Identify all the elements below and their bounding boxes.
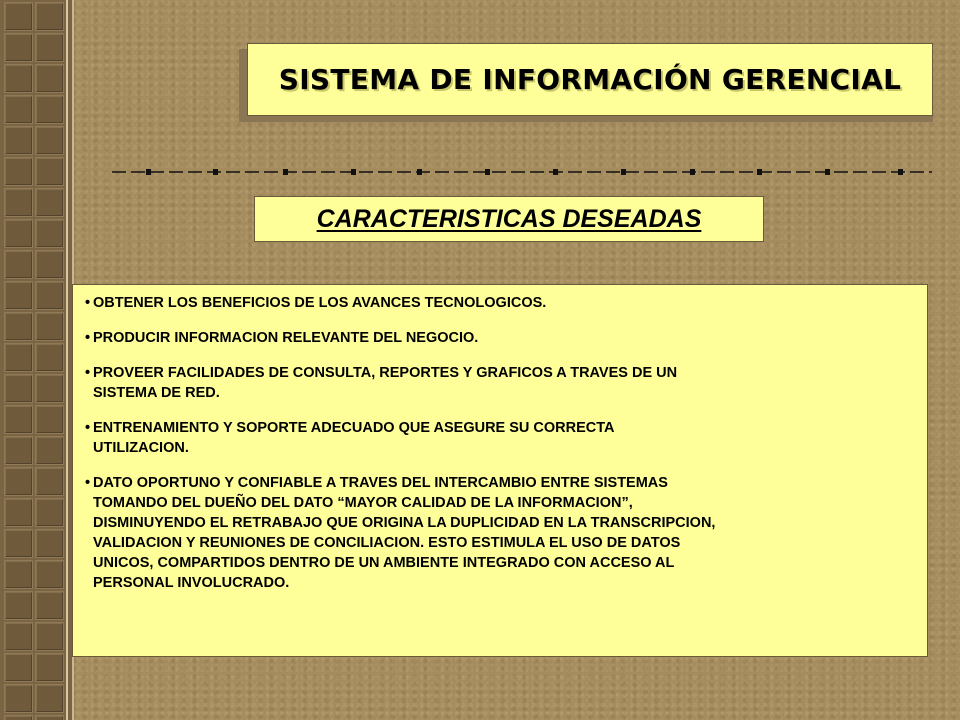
strip-tile [4,591,33,620]
divider-dot [213,169,218,175]
bullet-item [85,363,915,403]
strip-tile [35,467,64,496]
strip-tile [35,715,64,720]
divider-dot [825,169,830,175]
strip-tile [35,498,64,527]
bullet-line: SISTEMA DE RED. [93,385,220,401]
bullet-line: UNICOS, COMPARTIDOS DENTRO DE UN AMBIENTE INTEGRADO CON ACCESO AL [93,555,675,571]
bullet-line: DATO OPORTUNO Y CONFIABLE A TRAVES DEL INTERCAMBIO ENTRE SISTEMAS [93,475,668,491]
slide-title: SISTEMA DE INFORMACIÓN GERENCIAL [278,63,902,96]
strip-tile [4,529,33,558]
strip-tile [35,560,64,589]
strip-tile [4,374,33,403]
strip-tile [4,653,33,682]
divider-dot [485,169,490,175]
divider-dot [757,169,762,175]
strip-tile [35,95,64,124]
strip-tile [4,405,33,434]
strip-tile [4,126,33,155]
strip-tile [35,281,64,310]
strip-tile [4,560,33,589]
divider-dot [417,169,422,175]
bullet-line: PERSONAL INVOLUCRADO. [93,575,290,591]
strip-tile [35,312,64,341]
bullet-line: DISMINUYENDO EL RETRABAJO QUE ORIGINA LA DUPLICIDAD EN LA TRANSCRIPCION, [93,515,716,531]
strip-tile [4,250,33,279]
strip-tile [4,622,33,651]
strip-tile [35,405,64,434]
decorative-left-strip [0,0,74,720]
bullet-item [85,418,915,458]
bullet-line: TOMANDO DEL DUEÑO DEL DATO “MAYOR CALIDAD DE LA INFORMACION”, [93,495,633,511]
title-box [247,43,933,116]
strip-tile [35,219,64,248]
strip-tile [35,591,64,620]
strip-tile [4,343,33,372]
subtitle-box [254,196,764,242]
divider-dot [690,169,695,175]
strip-tile [4,281,33,310]
strip-tile [35,2,64,31]
bullet-line: UTILIZACION. [93,440,189,456]
bullet-line: VALIDACION Y REUNIONES DE CONCILIACION. ESTO ESTIMULA EL USO DE DATOS [93,535,681,551]
dash-dot-divider [112,167,932,177]
bullet-dot: • [85,475,91,491]
strip-tile [35,374,64,403]
strip-tile [35,126,64,155]
bullet-line: PRODUCIR INFORMACION RELEVANTE DEL NEGOCIO. [93,330,479,346]
bullet-dot: • [85,330,91,346]
strip-tile [4,436,33,465]
strip-tile [4,684,33,713]
strip-tile [35,684,64,713]
strip-tile [4,467,33,496]
slide-subtitle: CARACTERISTICAS DESEADAS [316,204,702,233]
strip-tile [35,343,64,372]
divider-dot [621,169,626,175]
content-box [72,284,928,657]
strip-tile [35,188,64,217]
strip-tile [35,436,64,465]
strip-tile [4,312,33,341]
strip-tile [35,653,64,682]
strip-tile [35,250,64,279]
strip-tile [4,498,33,527]
strip-tile [35,33,64,62]
divider-dot [146,169,151,175]
strip-tile [4,188,33,217]
strip-tile [4,157,33,186]
strip-tile [4,219,33,248]
bullet-item [85,293,915,313]
divider-dot [898,169,903,175]
bullet-dot: • [85,365,91,381]
strip-tile [4,33,33,62]
bullet-item [85,328,915,348]
strip-tile [35,157,64,186]
strip-tile [4,715,33,720]
bullet-line: PROVEER FACILIDADES DE CONSULTA, REPORTES Y GRAFICOS A TRAVES DE UN [93,365,678,381]
bullet-line: OBTENER LOS BENEFICIOS DE LOS AVANCES TECNOLOGICOS. [93,295,547,311]
strip-tile [35,64,64,93]
bullet-line: ENTRENAMIENTO Y SOPORTE ADECUADO QUE ASEGURE SU CORRECTA [93,420,615,436]
strip-rule [66,0,68,720]
bullet-dot: • [85,420,91,436]
bullet-item [85,473,915,593]
strip-tile [35,622,64,651]
bullet-list [85,293,915,593]
strip-tile [4,2,33,31]
divider-dot [283,169,288,175]
strip-tile [4,64,33,93]
strip-pattern [4,0,68,720]
strip-tile [4,95,33,124]
bullet-dot: • [85,295,91,311]
divider-dot [553,169,558,175]
divider-dot [351,169,356,175]
strip-tile [35,529,64,558]
